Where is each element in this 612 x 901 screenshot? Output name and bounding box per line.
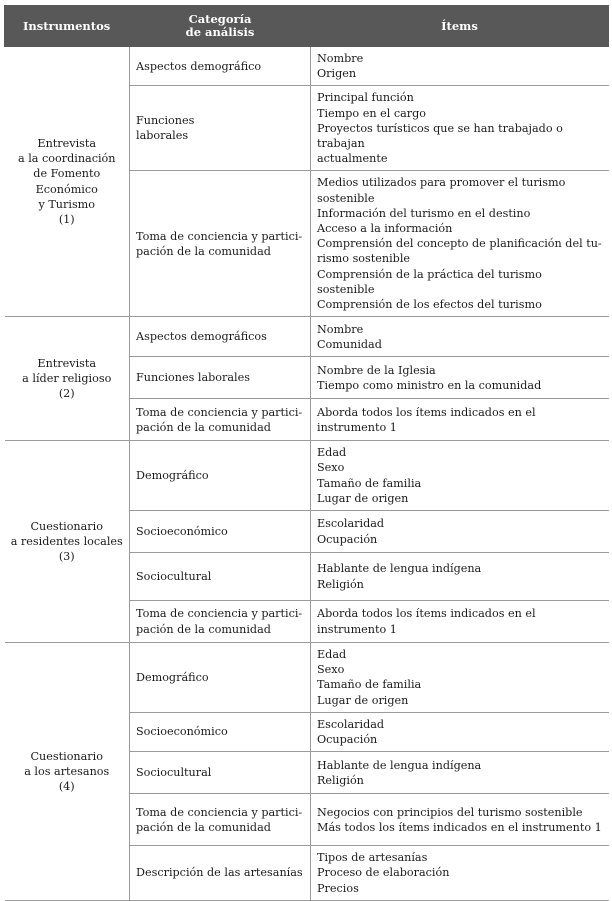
item-line: Nombre bbox=[317, 322, 364, 336]
item-line: Ocupación bbox=[317, 532, 378, 546]
item-line: Proceso de elaboración bbox=[317, 866, 450, 880]
category-line: Descripción de las artesanías bbox=[136, 866, 303, 880]
item-line: rismo sostenible bbox=[317, 252, 411, 266]
instrument-line: Cuestionario bbox=[30, 749, 103, 763]
header-row bbox=[5, 6, 609, 47]
items-cell bbox=[311, 441, 609, 511]
category-line: Aspectos demográficos bbox=[136, 330, 267, 344]
items-cell bbox=[311, 86, 609, 171]
category-cell bbox=[130, 846, 311, 901]
category-cell bbox=[130, 511, 311, 553]
category-cell bbox=[130, 794, 311, 846]
item-line: Comprensión de los efectos del turismo bbox=[317, 298, 542, 312]
items-cell bbox=[311, 643, 609, 713]
instrument-line: Entrevista bbox=[37, 137, 97, 151]
items-cell bbox=[311, 794, 609, 846]
item-line: actualmente bbox=[317, 152, 388, 166]
instrument-line: (1) bbox=[58, 213, 75, 227]
category-cell bbox=[130, 171, 311, 317]
category-line: Toma de conciencia y partici- bbox=[136, 405, 303, 419]
item-line: Medios utilizados para promover el turismo sostenible bbox=[317, 176, 566, 205]
instrument-line: a residentes locales bbox=[10, 535, 123, 549]
category-cell bbox=[130, 47, 311, 86]
category-line: Sociocultural bbox=[136, 569, 212, 583]
item-line: Origen bbox=[317, 67, 357, 81]
table-row bbox=[5, 47, 609, 86]
category-line: pación de la comunidad bbox=[136, 622, 271, 636]
category-cell bbox=[130, 553, 311, 601]
item-line: Principal función bbox=[317, 91, 414, 105]
item-line: Nombre de la Iglesia bbox=[317, 363, 436, 377]
category-line: Funciones bbox=[136, 114, 195, 128]
header-items: Ítems bbox=[311, 6, 609, 47]
instrument-line: y Turismo bbox=[38, 197, 96, 211]
instrument-line: a los artesanos bbox=[24, 764, 110, 778]
item-line: Lugar de origen bbox=[317, 491, 409, 505]
category-line: pación de la comunidad bbox=[136, 244, 271, 258]
instrument-line: Económico bbox=[35, 182, 98, 196]
table-row bbox=[5, 441, 609, 511]
item-line: Tamaño de familia bbox=[317, 476, 422, 490]
category-line: Socioeconómico bbox=[136, 725, 228, 739]
items-cell bbox=[311, 553, 609, 601]
item-line: Aborda todos los ítems indicados en el instrumento 1 bbox=[317, 607, 536, 636]
item-line: Proyectos turísticos que se han trabajado o trabajan bbox=[317, 121, 563, 151]
header-instrumentos: Instrumentos bbox=[5, 6, 130, 47]
item-line: Comprensión del concepto de planificación del tu- bbox=[317, 237, 602, 251]
instrument-line: a la coordinación bbox=[17, 152, 116, 166]
instrument-line: Entrevista bbox=[37, 356, 97, 370]
instrument-cell bbox=[5, 317, 130, 441]
category-cell bbox=[130, 317, 311, 357]
instruments-table bbox=[4, 5, 609, 901]
instrument-cell bbox=[5, 643, 130, 901]
category-line: Toma de conciencia y partici- bbox=[136, 229, 303, 243]
category-cell bbox=[130, 441, 311, 511]
category-cell bbox=[130, 712, 311, 751]
category-cell bbox=[130, 643, 311, 713]
item-line: Tiempo en el cargo bbox=[317, 106, 427, 120]
item-line: Edad bbox=[317, 648, 347, 662]
items-cell bbox=[311, 399, 609, 441]
category-line: pación de la comunidad bbox=[136, 820, 271, 834]
item-line: Precios bbox=[317, 881, 359, 895]
instrument-line: (3) bbox=[58, 550, 75, 564]
item-line: Nombre bbox=[317, 52, 364, 65]
item-line: Lugar de origen bbox=[317, 693, 409, 707]
instrument-line: (2) bbox=[58, 387, 75, 401]
item-line: Más todos los ítems indicados en el instrumento 1 bbox=[317, 820, 602, 834]
instrument-cell bbox=[5, 441, 130, 643]
instrument-line: Cuestionario bbox=[30, 519, 103, 533]
item-line: Escolaridad bbox=[317, 717, 385, 731]
item-line: Acceso a la información bbox=[317, 222, 453, 236]
items-cell bbox=[311, 47, 609, 86]
items-cell bbox=[311, 846, 609, 901]
item-line: Información del turismo en el destino bbox=[317, 206, 531, 220]
item-line: Comunidad bbox=[317, 337, 382, 351]
item-line: Tamaño de familia bbox=[317, 678, 422, 692]
category-cell bbox=[130, 601, 311, 643]
category-line: Toma de conciencia y partici- bbox=[136, 607, 303, 621]
table-body bbox=[5, 47, 609, 901]
item-line: Sexo bbox=[317, 663, 345, 677]
category-cell bbox=[130, 86, 311, 171]
items-cell bbox=[311, 601, 609, 643]
instrument-cell bbox=[5, 47, 130, 317]
item-line: Comprensión de la práctica del turismo sostenible bbox=[317, 267, 542, 296]
category-line: Toma de conciencia y partici- bbox=[136, 805, 303, 819]
category-line: Aspectos demográfico bbox=[136, 59, 262, 73]
items-cell bbox=[311, 357, 609, 399]
table-row bbox=[5, 643, 609, 713]
instrument-line: de Fomento bbox=[33, 167, 101, 181]
header-categoria: Categoría de análisis bbox=[130, 6, 311, 47]
item-line: Edad bbox=[317, 446, 347, 460]
category-line: Demográfico bbox=[136, 469, 209, 483]
category-line: Socioeconómico bbox=[136, 524, 228, 538]
category-line: pación de la comunidad bbox=[136, 420, 271, 434]
items-cell bbox=[311, 752, 609, 794]
category-line: Funciones laborales bbox=[136, 371, 250, 385]
item-line: Ocupación bbox=[317, 733, 378, 747]
item-line: Aborda todos los ítems indicados en el instrumento 1 bbox=[317, 405, 536, 434]
items-cell bbox=[311, 171, 609, 317]
item-line: Escolaridad bbox=[317, 517, 385, 531]
instrument-line: a líder religioso bbox=[22, 372, 112, 386]
item-line: Sexo bbox=[317, 461, 345, 475]
items-cell bbox=[311, 712, 609, 751]
category-line: Demográfico bbox=[136, 670, 209, 684]
instrument-line: (4) bbox=[58, 780, 75, 794]
items-cell bbox=[311, 317, 609, 357]
item-line: Religión bbox=[317, 577, 364, 591]
table-row bbox=[5, 317, 609, 357]
item-line: Tiempo como ministro en la comunidad bbox=[317, 378, 542, 392]
item-line: Negocios con principios del turismo sostenible bbox=[317, 805, 583, 819]
item-line: Religión bbox=[317, 773, 364, 787]
item-line: Hablante de lengua indígena bbox=[317, 758, 482, 772]
category-cell bbox=[130, 752, 311, 794]
category-line: Sociocultural bbox=[136, 766, 212, 780]
items-cell bbox=[311, 511, 609, 553]
category-cell bbox=[130, 399, 311, 441]
category-cell bbox=[130, 357, 311, 399]
item-line: Hablante de lengua indígena bbox=[317, 562, 482, 576]
category-line: laborales bbox=[136, 129, 189, 143]
item-line: Tipos de artesanías bbox=[317, 851, 428, 865]
